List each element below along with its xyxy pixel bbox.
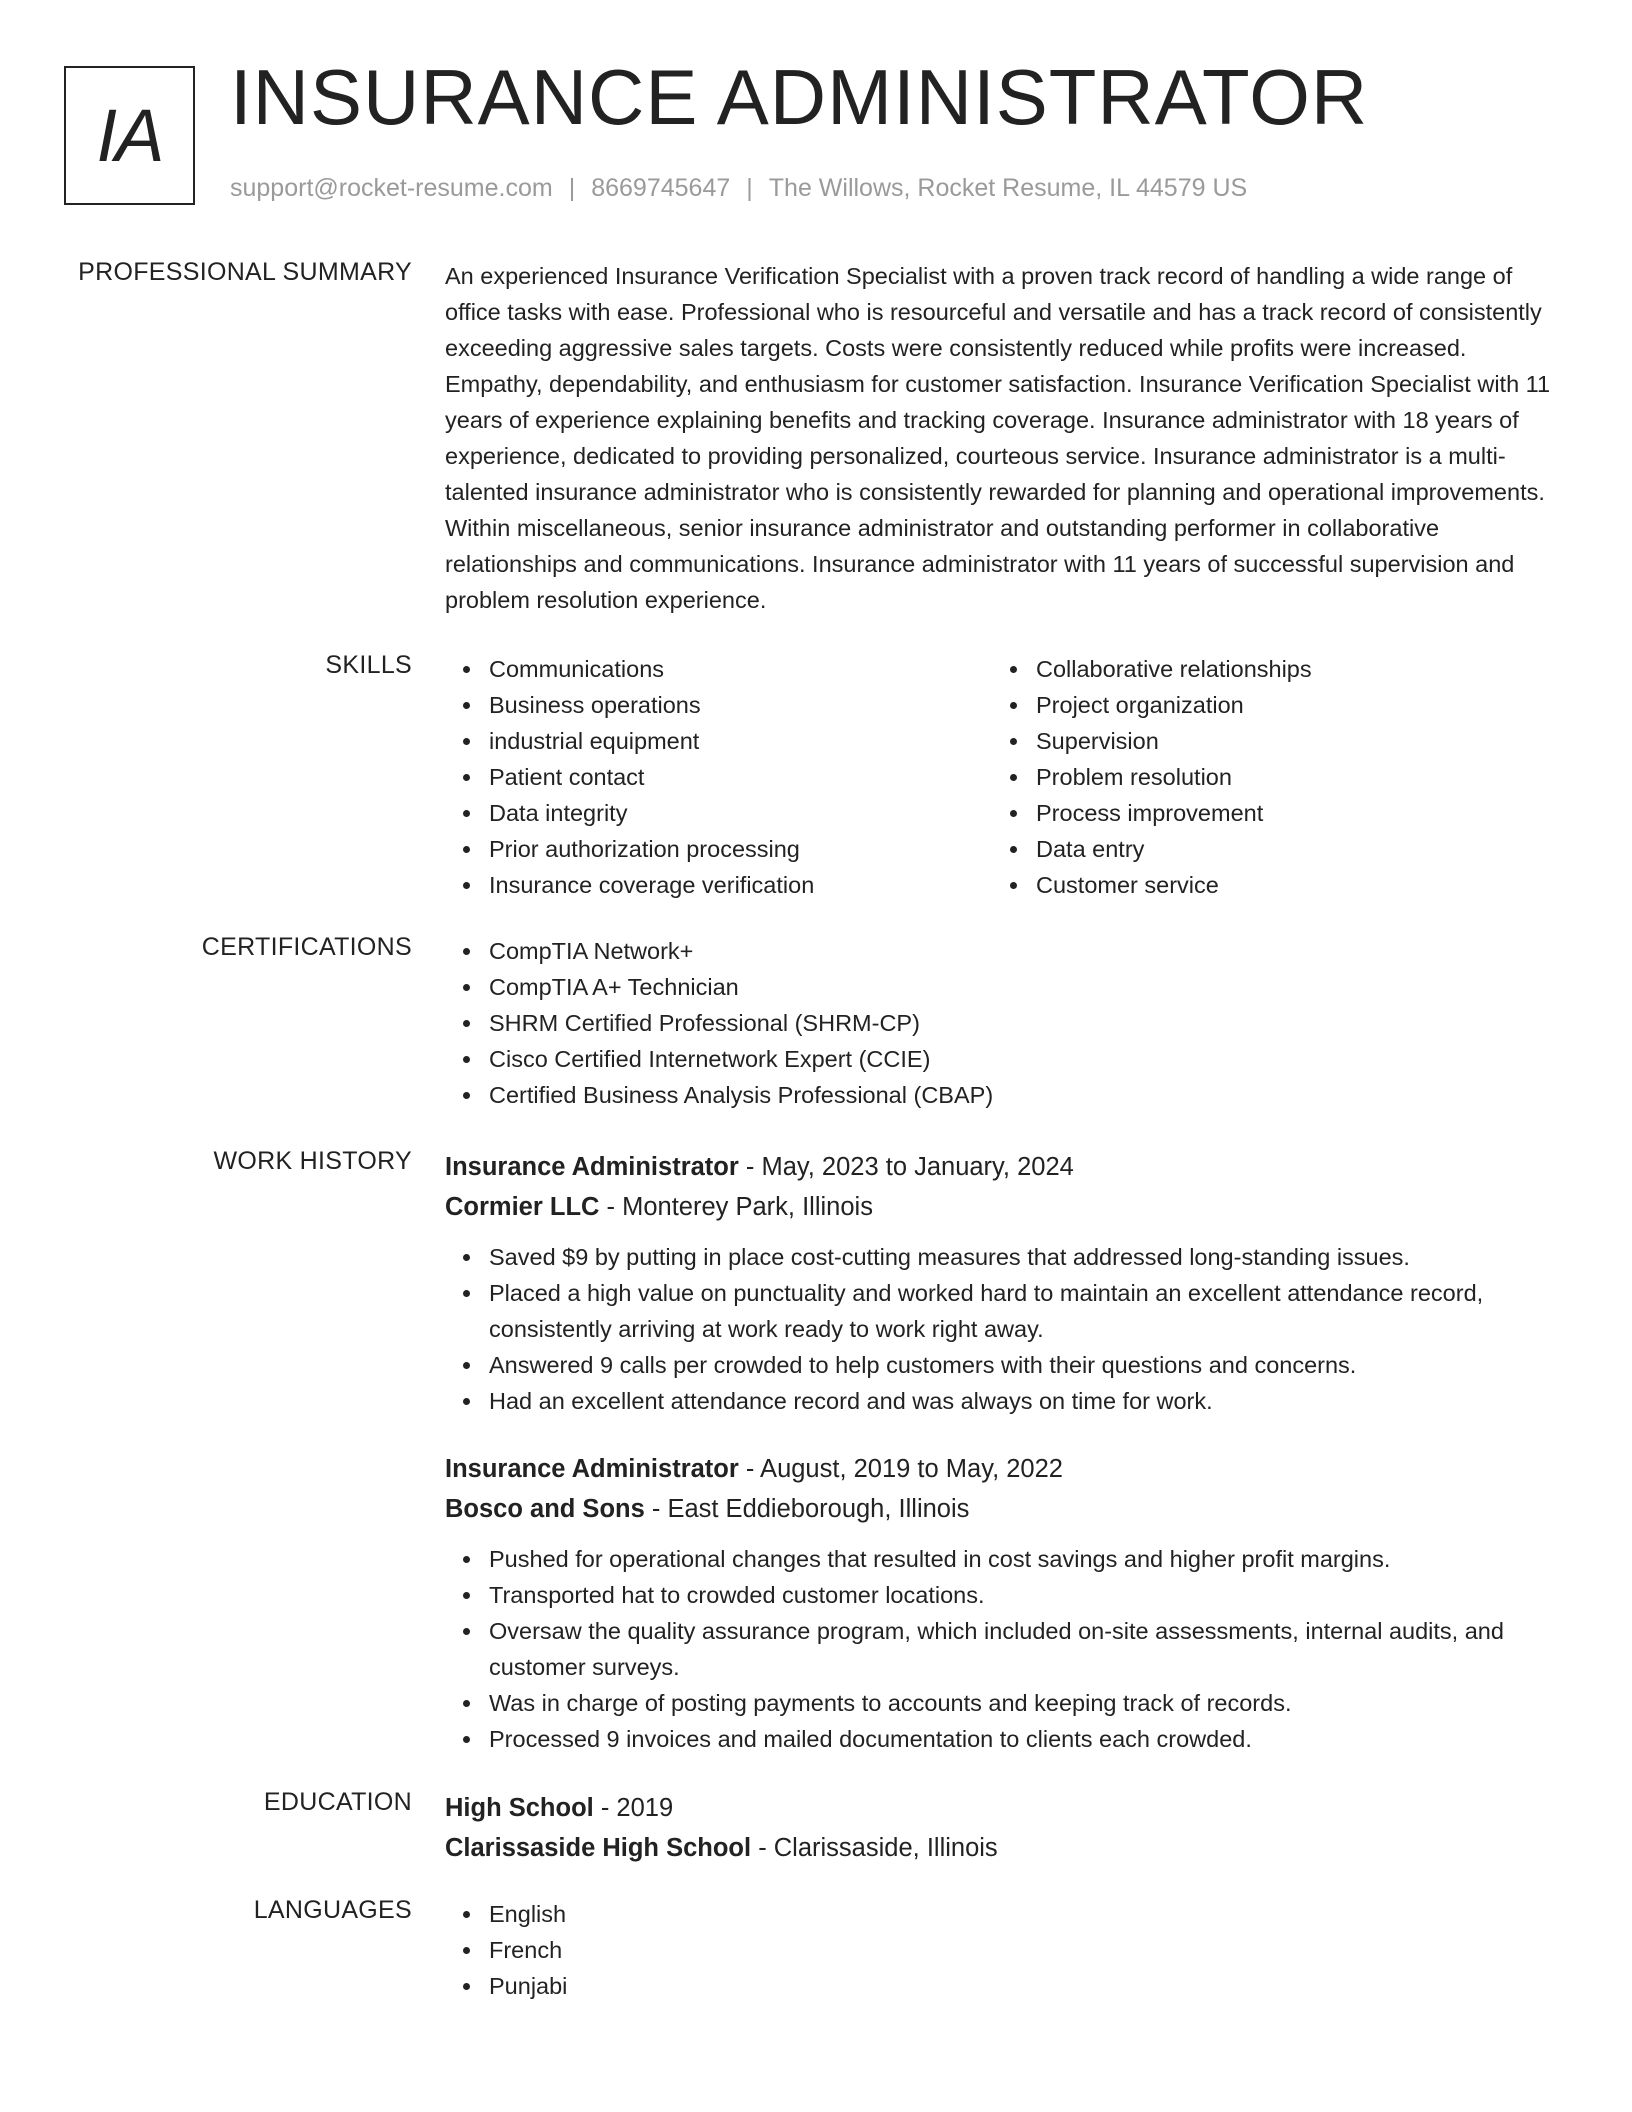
school-line (445, 1828, 1560, 1868)
contact-phone: 8669745647 (591, 174, 731, 202)
languages-list (445, 1896, 1560, 2004)
certifications-list (445, 933, 1560, 1113)
skill-item: Problem resolution (992, 759, 1539, 795)
skill-item: Project organization (992, 687, 1539, 723)
job-bullets (445, 1541, 1560, 1757)
degree: High School (445, 1794, 594, 1822)
education-label: EDUCATION (263, 1788, 412, 1816)
monogram-text: IA (96, 94, 163, 177)
job-bullets (445, 1239, 1560, 1419)
skill-item: Customer service (992, 867, 1539, 903)
skill-item: industrial equipment (445, 723, 992, 759)
candidate-name: INSURANCE ADMINISTRATOR (230, 53, 1369, 141)
job-title-line (445, 1449, 1560, 1489)
skill-item: Collaborative relationships (992, 651, 1539, 687)
company-name: Cormier LLC (445, 1193, 600, 1221)
languages-label: LANGUAGES (253, 1896, 412, 1924)
job-title-line (445, 1147, 1560, 1187)
summary-text: An experienced Insurance Verification Specialist with a proven track record of handling a wide range of office tasks with ease. Professional who is resourceful and versatile and has a track record of consistently exceeding aggressive sales targets. Costs were consistently reduced while profits were increased. Empathy, dependability, and enthusiasm for customer satisfaction. Insurance Verification Specialist with 11 years of experience explaining benefits and tracking coverage. Insurance administrator with 18 years of experience, dedicated to providing personalized, courteous service. Insurance administrator is a multi-talented insurance administrator who is consistently rewarded for planning and operational improvements. Within miscellaneous, senior insurance administrator and outstanding performer in collaborative relationships and communications. Insurance administrator with 11 years of successful supervision and problem resolution experience. (445, 263, 1551, 613)
job-dates: - May, 2023 to January, 2024 (745, 1153, 1074, 1181)
skill-item: Data entry (992, 831, 1539, 867)
job-dates: - August, 2019 to May, 2022 (745, 1455, 1063, 1483)
job-bullet: Processed 9 invoices and mailed documentation to clients each crowded. (445, 1721, 1560, 1757)
skills-list-left (445, 651, 992, 903)
monogram-box (64, 66, 195, 205)
skill-item: Communications (445, 651, 992, 687)
contact-line (230, 174, 1247, 203)
company-location: - Monterey Park, Illinois (606, 1193, 873, 1221)
skill-item: Prior authorization processing (445, 831, 992, 867)
work-history-label: WORK HISTORY (213, 1147, 412, 1175)
job-entry (445, 1147, 1560, 1419)
company-location: - East Eddieborough, Illinois (651, 1495, 970, 1523)
contact-address: The Willows, Rocket Resume, IL 44579 US (768, 174, 1248, 202)
skill-item: Process improvement (992, 795, 1539, 831)
job-bullet: Pushed for operational changes that resulted in cost savings and higher profit margins. (445, 1541, 1560, 1577)
company-line (445, 1489, 1560, 1529)
language-item: French (445, 1932, 1560, 1968)
summary-label: PROFESSIONAL SUMMARY (78, 258, 412, 286)
job-bullet: Answered 9 calls per crowded to help customers with their questions and concerns. (445, 1347, 1560, 1383)
contact-separator: | (746, 174, 753, 202)
job-title: Insurance Administrator (445, 1153, 739, 1181)
language-item: Punjabi (445, 1968, 1560, 2004)
job-bullet: Placed a high value on punctuality and worked hard to maintain an excellent attendance record, consistently arriving at work ready to work right away. (445, 1275, 1560, 1347)
certification-item: Cisco Certified Internetwork Expert (CCIE) (445, 1041, 1560, 1077)
job-bullet: Saved $9 by putting in place cost-cutting measures that addressed long-standing issues. (445, 1239, 1560, 1275)
graduation-year: - 2019 (600, 1794, 674, 1822)
contact-separator: | (568, 174, 576, 202)
job-entry (445, 1449, 1560, 1757)
job-bullet: Transported hat to crowded customer locations. (445, 1577, 1560, 1613)
company-name: Bosco and Sons (445, 1495, 645, 1523)
skills-label: SKILLS (325, 651, 412, 679)
certification-item: SHRM Certified Professional (SHRM-CP) (445, 1005, 1560, 1041)
language-item: English (445, 1896, 1560, 1932)
skill-item: Data integrity (445, 795, 992, 831)
school-location: - Clarissaside, Illinois (758, 1834, 998, 1862)
job-title: Insurance Administrator (445, 1455, 739, 1483)
job-bullet: Oversaw the quality assurance program, which included on-site assessments, internal audits, and customer surveys. (445, 1613, 1560, 1685)
certifications-label: CERTIFICATIONS (201, 933, 412, 961)
school-name: Clarissaside High School (445, 1834, 752, 1862)
job-bullet: Was in charge of posting payments to accounts and keeping track of records. (445, 1685, 1560, 1721)
skill-item: Patient contact (445, 759, 992, 795)
contact-email: support@rocket-resume.com (230, 174, 553, 202)
skill-item: Supervision (992, 723, 1539, 759)
certification-item: Certified Business Analysis Professional (CBAP) (445, 1077, 1560, 1113)
skill-item: Business operations (445, 687, 992, 723)
degree-line (445, 1788, 1560, 1828)
certification-item: CompTIA Network+ (445, 933, 1560, 969)
skill-item: Insurance coverage verification (445, 867, 992, 903)
job-bullet: Had an excellent attendance record and was always on time for work. (445, 1383, 1560, 1419)
company-line (445, 1187, 1560, 1227)
skills-list-right (992, 651, 1539, 903)
certification-item: CompTIA A+ Technician (445, 969, 1560, 1005)
